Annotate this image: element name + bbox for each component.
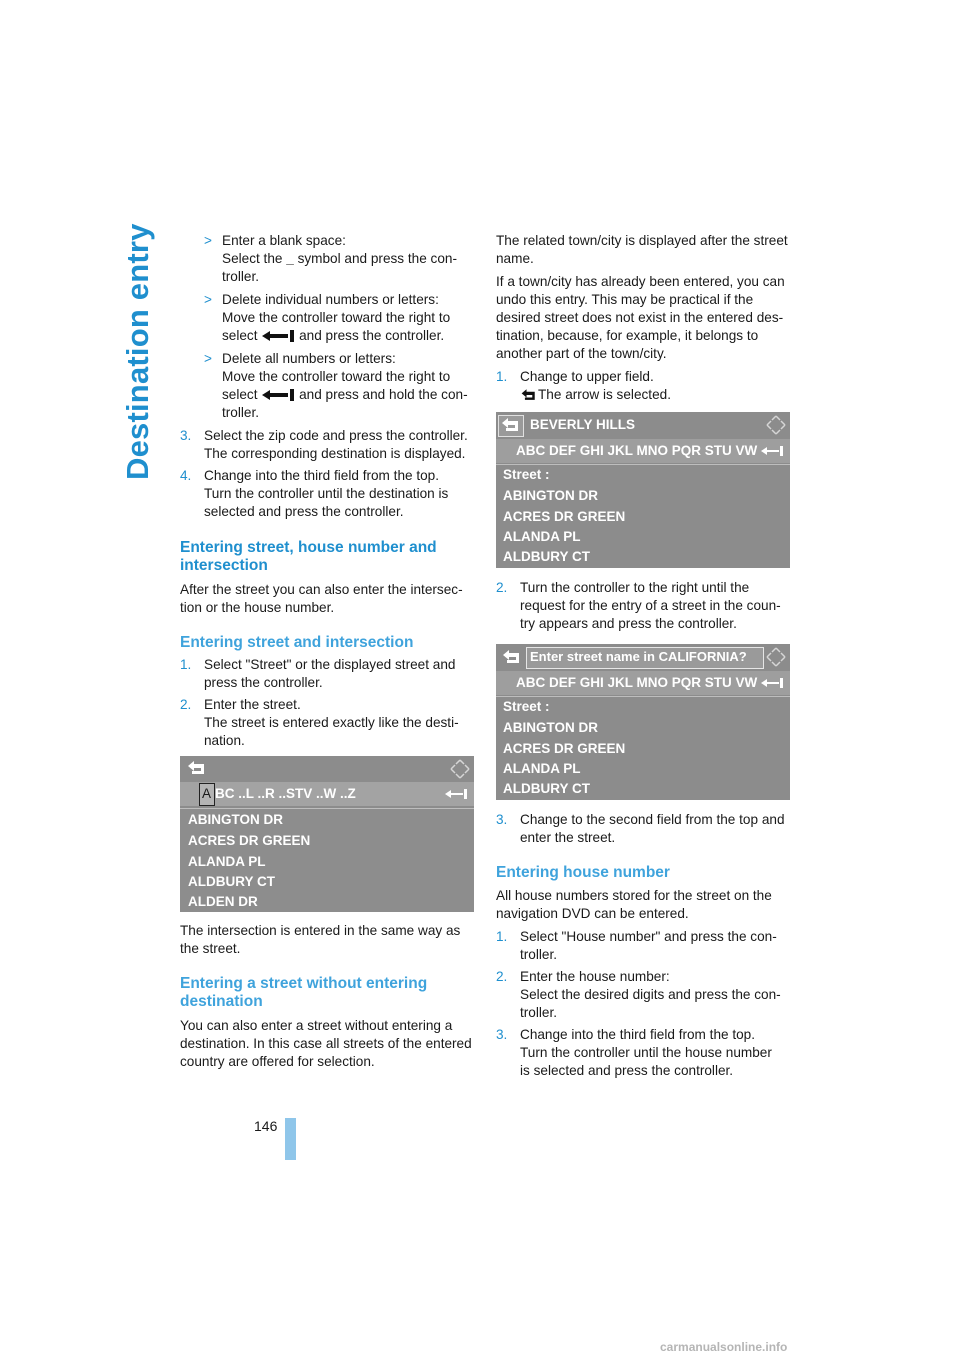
paragraph: The related town/city is displayed after the street name. (496, 233, 788, 266)
step-text: Change into the third field from the top. (204, 468, 440, 483)
step-text: Turn the controller until the destination is (204, 486, 449, 501)
bullet-text-part: symbol and press the con- (293, 251, 458, 266)
step-text: troller. (520, 947, 558, 962)
side-title-text: Destination entry (120, 223, 155, 480)
directional-pad-icon[interactable] (766, 647, 786, 667)
street-list-screen (180, 756, 474, 912)
paragraph: After the street you can also enter the intersec-tion or the house number. (180, 582, 463, 615)
street-label: Street : (503, 467, 550, 482)
side-title (112, 223, 155, 482)
step-number: 2. (496, 580, 508, 595)
right-column-lower (496, 811, 790, 1084)
step-number: 1. (180, 657, 192, 672)
street-label: Street : (503, 699, 550, 714)
step-text: Select the zip code and press the controller. (204, 428, 468, 443)
step-1-upper-field (496, 368, 790, 404)
list-item[interactable]: ABINGTON DR (188, 812, 284, 827)
list-item[interactable]: ALDBURY CT (503, 781, 590, 796)
bullet-text-part: and press the controller. (295, 328, 445, 343)
back-arrow-icon[interactable] (186, 760, 208, 776)
bullet-text: Enter a blank space: (222, 233, 346, 248)
page-marker-bar (285, 1118, 296, 1160)
list-item[interactable]: ACRES DR GREEN (503, 741, 626, 756)
step-text: Enter the house number: (520, 969, 670, 984)
step-text: request for the entry of a street in the coun- (520, 598, 781, 613)
paragraph: If a town/city has already been entered, you can undo this entry. This may be practical if the desired street does not exist in the entered des-tination, because, for example, it belongs to another part of the town/city. (496, 274, 785, 361)
bullet-text-part: Select the (222, 251, 287, 266)
bullet-text: Move the controller toward the right to (222, 310, 451, 325)
right-column-middle (496, 579, 790, 637)
section-heading: Entering street, house number and intersection (180, 539, 437, 574)
step-text: is selected and press the controller. (520, 1063, 734, 1078)
list-item[interactable]: ACRES DR GREEN (503, 509, 626, 524)
subsection-heading: Entering street and intersection (180, 634, 414, 651)
list-item[interactable]: ABINGTON DR (503, 720, 599, 735)
step-text-part: The arrow is selected. (538, 387, 671, 402)
bullet-text: Move the controller toward the right to (222, 369, 451, 384)
step-number: 2. (180, 697, 192, 712)
speller-letters[interactable]: BC ..L ..R ..STV ..W ..Z (215, 786, 356, 801)
speller-letters[interactable]: ABC DEF GHI JKL MNO PQR STU VW (516, 675, 758, 690)
city-title: BEVERLY HILLS (530, 417, 636, 432)
step-number: 4. (180, 468, 192, 483)
bullet-marker: > (204, 233, 212, 248)
directional-pad-icon[interactable] (766, 415, 786, 435)
bullet-marker: > (204, 351, 212, 366)
bullet-text: Delete all numbers or letters: (222, 351, 396, 366)
step-text: The corresponding destination is displayed. (204, 446, 466, 461)
step-text: Change to the second field from the top and (520, 812, 785, 827)
step-text: Turn the controller to the right until the (520, 580, 750, 595)
list-item[interactable]: ALANDA PL (503, 529, 581, 544)
street-list (496, 696, 790, 800)
list-item[interactable]: ACRES DR GREEN (188, 833, 311, 848)
step-number: 1. (496, 929, 508, 944)
subsection-heading: Entering house number (496, 864, 670, 881)
paragraph: The intersection is entered in the same way as the street. (180, 923, 461, 956)
left-column (180, 232, 476, 754)
step-4-third-field (180, 467, 476, 521)
paragraph: You can also enter a street without entering a destination. In this case all streets of the entered country are offered for selection. (180, 1018, 472, 1069)
list-item[interactable]: ABINGTON DR (503, 488, 599, 503)
step-number: 2. (496, 969, 508, 984)
delete-arrow-icon[interactable] (760, 445, 784, 457)
step-number: 3. (496, 812, 508, 827)
step-3-select-house-number (496, 1026, 790, 1080)
bullet-text-part: select (222, 387, 262, 402)
bullet-delete-all (204, 350, 476, 422)
left-column-lower (180, 922, 476, 1071)
step-text: press the controller. (204, 675, 323, 690)
list-item[interactable]: ALANDA PL (188, 854, 266, 869)
bullet-text: Delete individual numbers or letters: (222, 292, 439, 307)
bullet-blank-space (204, 232, 476, 286)
step-text: enter the street. (520, 830, 616, 845)
step-text: Select "House number" and press the con- (520, 929, 777, 944)
delete-arrow-icon[interactable] (760, 677, 784, 689)
bullet-text: troller. (222, 405, 260, 420)
list-item[interactable]: ALDEN DR (188, 894, 258, 909)
step-text: Change into the third field from the top. (520, 1027, 756, 1042)
blank-space-symbol: _ (286, 251, 294, 266)
bullet-text (222, 386, 476, 404)
step-text: Turn the controller until the house number (520, 1045, 772, 1060)
watermark: carmanualsonline.info (660, 1340, 788, 1354)
step-text: Select the desired digits and press the con- (520, 987, 781, 1002)
street-list (180, 808, 474, 912)
bullet-text-part: select (222, 328, 262, 343)
step-2-request-entry (496, 579, 790, 633)
delete-arrow-icon (261, 388, 295, 402)
right-column-top (496, 232, 790, 408)
step-text: nation. (204, 733, 245, 748)
street-list (496, 464, 790, 568)
list-item[interactable]: ALDBURY CT (503, 549, 590, 564)
step-2-enter-house-number (496, 968, 790, 1022)
bullet-marker: > (204, 292, 212, 307)
bullet-delete-individual (204, 291, 476, 345)
directional-pad-icon[interactable] (450, 759, 470, 779)
page-number: 146 (254, 1118, 278, 1134)
step-3-second-field (496, 811, 790, 847)
step-number: 3. (180, 428, 192, 443)
speller-letters[interactable]: ABC DEF GHI JKL MNO PQR STU VW (516, 443, 758, 458)
bullet-text: troller. (222, 269, 260, 284)
street-name-prompt[interactable]: Enter street name in CALIFORNIA? (530, 649, 747, 664)
list-item[interactable]: ALDBURY CT (188, 874, 275, 889)
back-arrow-icon[interactable] (501, 649, 523, 665)
delete-arrow-icon (261, 329, 295, 343)
step-text: troller. (520, 1005, 558, 1020)
beverly-hills-screen (496, 412, 790, 568)
step-3-zip (180, 427, 476, 463)
step-text (520, 386, 790, 404)
step-text: The street is entered exactly like the desti- (204, 715, 459, 730)
step-number: 1. (496, 369, 508, 384)
step-1-house-number (496, 928, 790, 964)
step-text: Enter the street. (204, 697, 301, 712)
step-text: Change to upper field. (520, 369, 654, 384)
bullet-text-part: and press and hold the con- (295, 387, 468, 402)
back-arrow-icon[interactable] (500, 417, 522, 433)
california-prompt-screen (496, 644, 790, 800)
step-text: Select "Street" or the displayed street and (204, 657, 456, 672)
speller-selected-letter[interactable]: A (202, 786, 212, 801)
step-1-street (180, 656, 476, 692)
step-text: try appears and press the controller. (520, 616, 737, 631)
bullet-text (222, 250, 476, 268)
delete-arrow-icon[interactable] (444, 788, 468, 800)
back-arrow-icon (520, 388, 538, 402)
list-item[interactable]: ALANDA PL (503, 761, 581, 776)
paragraph: All house numbers stored for the street on the navigation DVD can be entered. (496, 888, 772, 921)
subsection-heading: Entering a street without entering destination (180, 975, 428, 1010)
step-2-enter-street (180, 696, 476, 750)
step-number: 3. (496, 1027, 508, 1042)
bullet-text (222, 327, 476, 345)
step-text: selected and press the controller. (204, 504, 404, 519)
